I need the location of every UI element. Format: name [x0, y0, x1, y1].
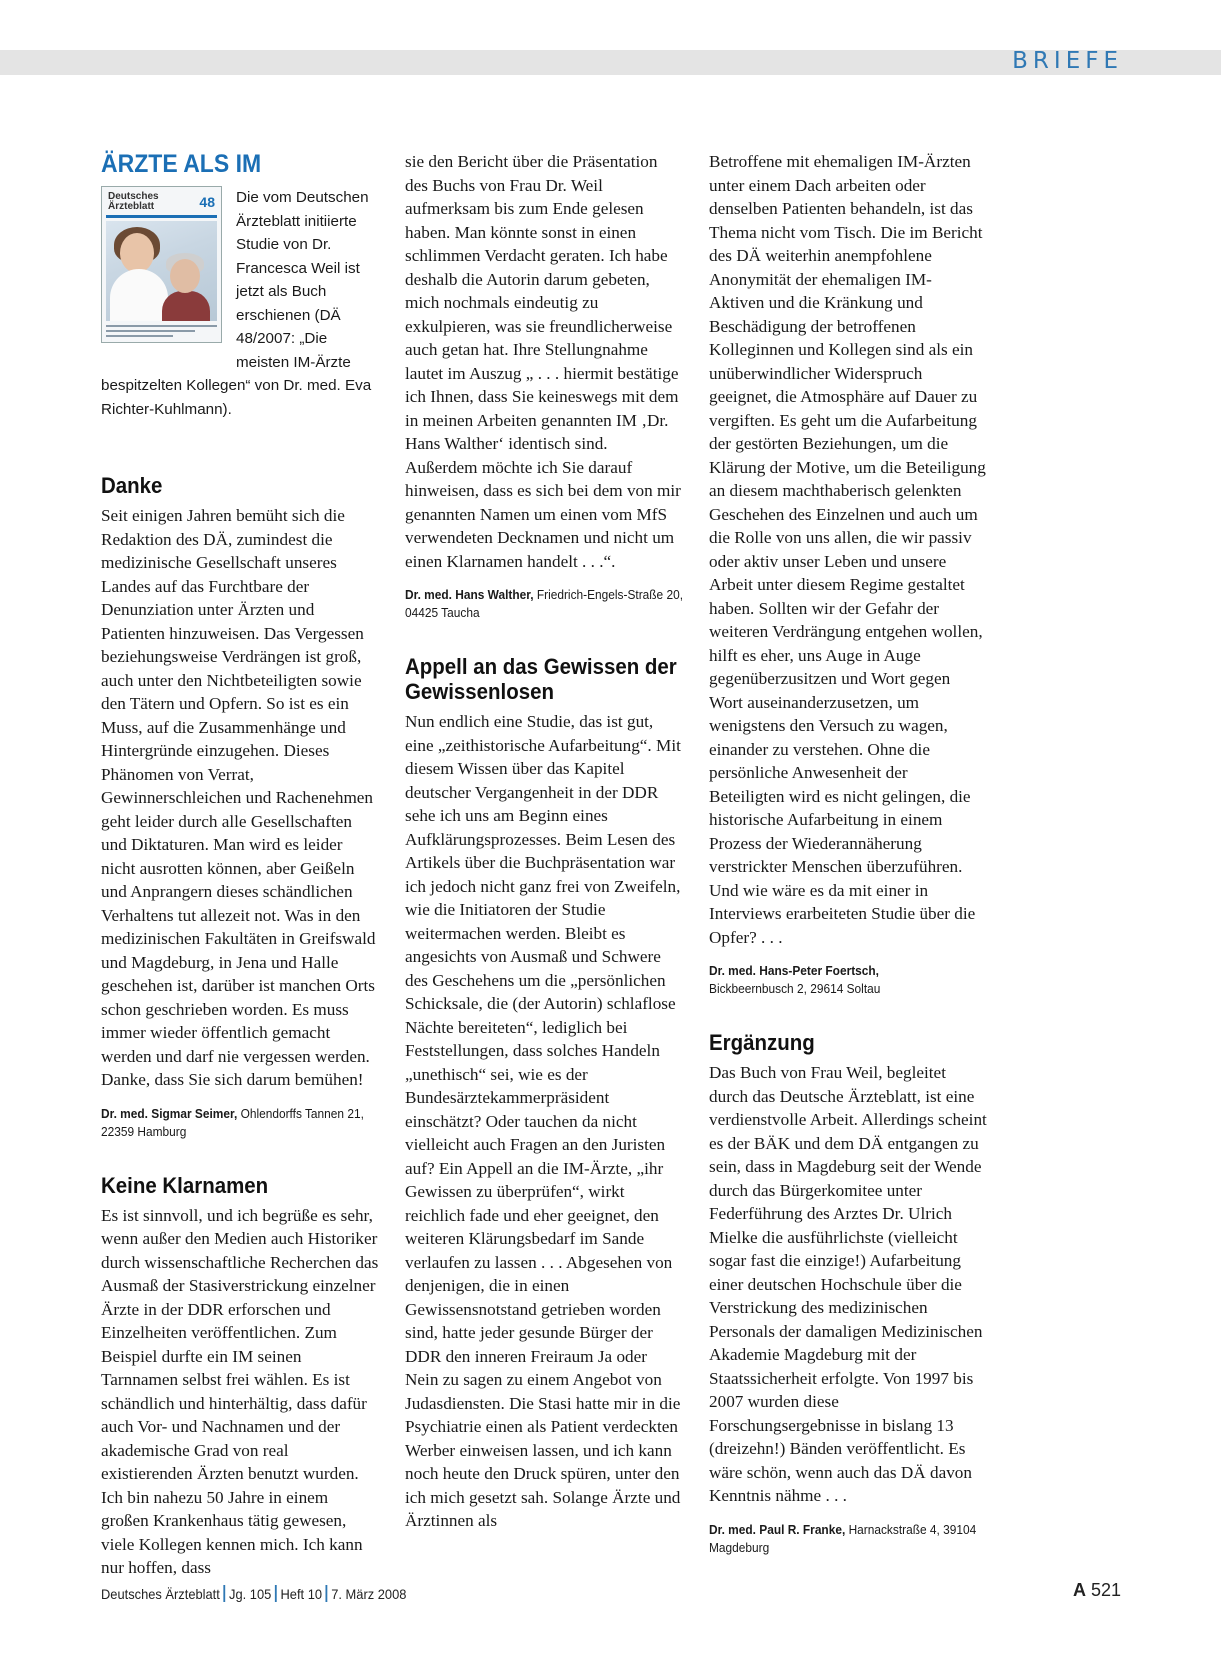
letter-title-keine-klarnamen: Keine Klarnamen: [101, 1172, 269, 1198]
letter-title-appell: Appell an das Gewissen der Gewissenlosen: [405, 654, 677, 704]
footer-issue: Heft 10: [280, 1586, 323, 1602]
thumbnail-issue: 48: [199, 194, 215, 210]
letter-title-ergaenzung: Ergänzung: [709, 1030, 815, 1055]
column-3: [709, 150, 987, 1557]
footer-citation: [101, 1585, 406, 1602]
letter-signature-appell: Dr. med. Hans-Peter Foertsch, Bickbeernbusch 2, 29614 Soltau: [709, 963, 881, 996]
letter-body-ergaenzung: Das Buch von Frau Weil, begleitet durch das Deutsche Ärzteblatt, ist eine verdienstvolle Arbeit. Allerdings scheint es der BÄK und dem DÄ entgangen zu sein, dass in Magdeburg seit der Wende durch das Bürgerkomitee unter Federführung des Arztes Dr. Ulrich Mielke die ausführlichste (vielleicht sogar fast die einzige!) Aufarbeitung einer deutschen Hochschule über die Verstrickung des medizinischen Personals der damaligen Medizinischen Akademie Magdeburg mit der Staatssicherheit erfolgte. Von 1997 bis 2007 wurden diese Forschungsergebnisse in bislang 13 (dreizehn!) Bänden veröffentlicht. Es wäre schön, wenn auch das DÄ davon Kenntnis nähme . . .: [709, 1063, 987, 1505]
letter-title-danke: Danke: [101, 473, 163, 498]
intro-block: [101, 186, 379, 421]
letter-signature-danke: Dr. med. Sigmar Seimer, Ohlendorffs Tannen 21, 22359 Hamburg: [101, 1105, 364, 1139]
column-1: [101, 150, 379, 1580]
column-2: [405, 150, 683, 1533]
thumbnail-masthead: Deutsches Ärzteblatt: [108, 191, 159, 212]
letter-body-keine-klarnamen-part1: Es ist sinnvoll, und ich begrüße es sehr, wenn außer den Medien auch Historiker durch wissenschaftliche Recherchen das Ausmaß der Stasiverstrickung einzelner Ärzte in der DDR erforschen und Einzelheiten veröffentlichen. Zum Beispiel durfte ein IM seinen Tarnnamen selbst frei wählen. Es ist schändlich und hinterhältig, dass dafür auch Vor- und Nachnamen und der akademische Grad von real existierenden Ärzten benutzt wurden. Ich bin nahezu 50 Jahre in einem großen Krankenhaus tätig gewesen, viele Kollegen kennen mich. Ich kann nur hoffen, dass: [101, 1205, 379, 1577]
letter-body-keine-klarnamen-part2: sie den Bericht über die Präsentation des Buchs von Frau Dr. Weil aufmerksam bis zum Ende gelesen haben. Man könnte sonst in einen schlimmen Verdacht geraten. Ich habe deshalb die Autorin darum gebeten, mich nochmals eindeutig zu exkulpieren, was sie freundlicherweise auch getan hat. Ihre Stellungnahme lautet im Auszug „ . . . hiermit bestätige ich Ihnen, dass Sie keineswegs mit dem in meinen Arbeiten genannten IM ‚Dr. Hans Walther‘ identisch sind. Außerdem möchte ich Sie darauf hinweisen, dass es sich bei dem von mir genannten Namen um einen vom MfS verwendeten Decknamen und nicht um einen Klarnamen handelt . . .“.: [405, 152, 681, 571]
topic-kicker: ÄRZTE ALS IM: [101, 150, 262, 178]
cover-thumbnail: [101, 186, 222, 343]
intro-text: Die vom Deutschen Ärzteblatt initiierte Studie von Dr. Francesca Weil ist jetzt als Buch erschienen (DÄ 48/2007: „Die meisten IM-Ärzte bespitzelten Kollegen“ von Dr. med. Eva Richter-Kuhlmann).: [101, 189, 372, 418]
section-label: BRIEFE: [1012, 48, 1123, 74]
letter-body-danke: Seit einigen Jahren bemüht sich die Redaktion des DÄ, zumindest die medizinische Gesellschaft unseres Landes auf das Furchtbare der Denunziation unter Ärzten und Patienten hinzuweisen. Das Vergessen beziehungsweise Verdrängen ist groß, auch unter den Nichtbeteiligten sowie den Tätern und Opfern. So ist es ein Muss, auf die Zusammenhänge und Hintergründe einzugehen. Dieses Phänomen von Verrat, Gewinnerschleichen und Rachenehmen geht leider durch alle Gesellschaften und Diktaturen. Man wird es leider nicht ausrotten können, aber Geißeln und Anprangern dieses schändlichen Verhaltens tut allezeit not. Was in den medizinischen Fakultäten in Greifswald und Magdeburg, in Jena und Halle geschehen ist, darüber ist manchen Orts schon geschrieben worden. Es muss immer wieder öffentlich gemacht werden und darf nie vergessen werden. Danke, dass Sie sich darum bemühen!: [101, 506, 376, 1089]
letter-signature-ergaenzung: Dr. med. Paul R. Franke, Harnackstraße 4, 39104 Magdeburg: [709, 1521, 977, 1555]
page-number: A 521: [1072, 1580, 1121, 1600]
cover-photo: [106, 221, 217, 321]
letter-body-appell-part2: Betroffene mit ehemaligen IM-Ärzten unter einem Dach arbeiten oder denselben Patienten behandeln, ist das Thema nicht vom Tisch. Die im Bericht des DÄ weiterhin anempfohlene Anonymität der ehemaligen IM-Aktiven und die Kränkung und Beschädigung der betroffenen Kolleginnen und Kollegen sind als ein unüberwindlicher Widerspruch geeignet, die Atmosphäre auf Dauer zu vergiften. Es geht um die Aufarbeitung der gestörten Beziehungen, um die Klärung der Motive, um die Beteiligung an diesem machthaberisch gelenkten Geschehen des Einzelnen und auch um die Rolle von uns allen, die wir passiv oder aktiv unser Leben und unsere Arbeit unter diesem Regime gestaltet haben. Sollten wir der Gefahr der weiteren Verdrängung entgehen wollen, hilft es eher, uns Auge in Auge gegenüberzusitzen und Wort gegen Wort auseinanderzusetzen, um wenigstens den Versuch zu wagen, einander zu verstehen. Ohne die persönliche Anwesenheit der Beteiligten wird es nicht gelingen, die historische Aufarbeitung in einem Prozess der Wiederannäherung verstrickter Menschen überzuführen. Und wie wäre es da mit einer in Interviews erarbeiteten Studie über die Opfer? . . .: [709, 152, 986, 947]
footer-date: 7. März 2008: [331, 1586, 407, 1602]
footer-journal: Deutsches Ärzteblatt: [101, 1586, 220, 1602]
letter-signature-keine-klarnamen: Dr. med. Hans Walther, Friedrich-Engels-Straße 20, 04425 Taucha: [405, 587, 684, 620]
footer-volume: Jg. 105: [229, 1586, 272, 1602]
letter-body-appell-part1: Nun endlich eine Studie, das ist gut, eine „zeithistorische Aufarbeitung“. Mit diesem Wissen über das Kapitel deutscher Vergangenheit in der DDR sehe ich uns am Beginn eines Aufklärungsprozesses. Beim Lesen des Artikels über die Buchpräsentation war ich jedoch nicht ganz frei von Zweifeln, wie die Initiatoren der Studie weitermachen werden. Bleibt es angesichts von Ausmaß und Schwere des Geschehens um die „persönlichen Schicksale, die (der Autorin) schlaflose Nächte bereiteten“, lediglich bei Feststellungen, dass solches Handeln „unethisch“ sei, wie es der Bundesärztekammerpräsident einschätzt? Oder tauchen da nicht vielleicht auch Fragen an den Juristen auf? Ein Appell an die IM-Ärzte, „ihr Gewissen zu überprüfen“, wirkt reichlich fade und eher geeignet, den weiteren Klärungsbedarf im Sande verlaufen zu lassen . . . Abgesehen von denjenigen, die in einen Gewissensnotstand getrieben worden sind, hatte jeder gesunde Bürger der DDR den inneren Freiraum Ja oder Nein zu sagen zu einem Angebot von Judasdiensten. Die Stasi hatte mir in die Psychiatrie einen als Patient verdeckten Werber einweisen lassen, und ich kann noch heute den Druck spüren, unter den ich mich gesetzt sah. Solange Ärzte und Ärztinnen als: [405, 712, 681, 1530]
